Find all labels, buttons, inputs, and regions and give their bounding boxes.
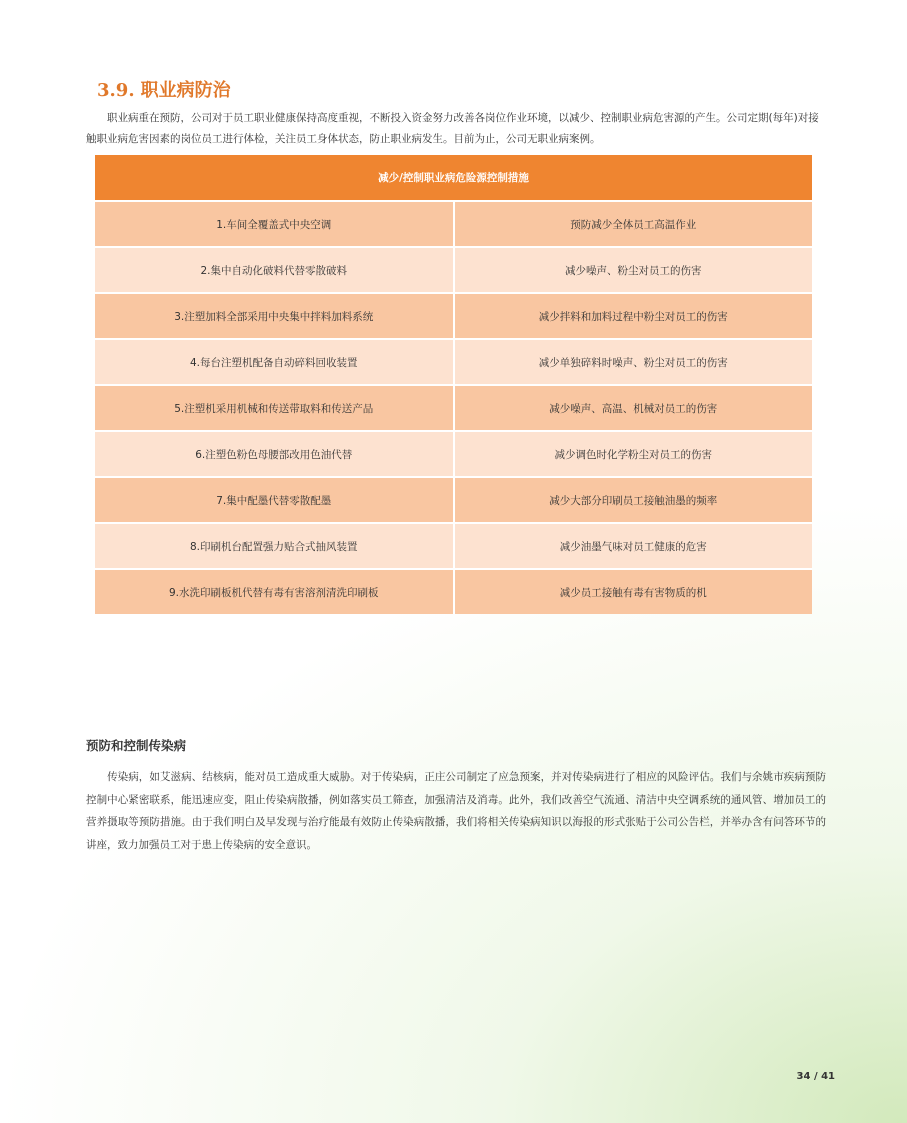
effect-cell: 减少调色时化学粉尘对员工的伤害 bbox=[454, 431, 813, 477]
measure-cell: 3.注塑加料全部采用中央集中拌料加料系统 bbox=[95, 293, 454, 339]
infectious-disease-paragraph bbox=[86, 766, 826, 856]
table-row bbox=[95, 201, 812, 247]
section-number: 3.9. bbox=[97, 80, 135, 101]
effect-cell: 减少拌料和加料过程中粉尘对员工的伤害 bbox=[454, 293, 813, 339]
effect-cell: 减少员工接触有毒有害物质的机 bbox=[454, 569, 813, 614]
table-row bbox=[95, 431, 812, 477]
section-title-text: 职业病防治 bbox=[140, 80, 231, 101]
effect-cell: 减少油墨气味对员工健康的危害 bbox=[454, 523, 813, 569]
measure-cell: 2.集中自动化破料代替零散破料 bbox=[95, 247, 454, 293]
table-row bbox=[95, 569, 812, 614]
effect-cell: 预防减少全体员工高温作业 bbox=[454, 201, 813, 247]
page-number: 34 / 41 bbox=[796, 1071, 835, 1082]
measure-cell: 1.车间全覆盖式中央空调 bbox=[95, 201, 454, 247]
table-header: 减少/控制职业病危险源控制措施 bbox=[95, 155, 812, 201]
table-row bbox=[95, 339, 812, 385]
table-row bbox=[95, 247, 812, 293]
measure-cell: 6.注塑色粉色母腰部改用色油代替 bbox=[95, 431, 454, 477]
intro-paragraph bbox=[86, 108, 826, 150]
hazard-control-table bbox=[95, 155, 812, 614]
table-row bbox=[95, 293, 812, 339]
measure-cell: 4.每台注塑机配备自动碎料回收装置 bbox=[95, 339, 454, 385]
table-header-row bbox=[95, 155, 812, 201]
intro-text: 职业病重在预防，公司对于员工职业健康保持高度重视，不断投入资金努力改善各岗位作业环境，以减少、控制职业病危害源的产生。公司定期(每年)对接触职业病危害因素的岗位员工进行体检，关注员工身体状态，防止职业病发生。目前为止，公司无职业病案例。 bbox=[86, 112, 819, 145]
measure-cell: 9.水洗印刷板机代替有毒有害溶剂清洗印刷板 bbox=[95, 569, 454, 614]
measure-cell: 7.集中配墨代替零散配墨 bbox=[95, 477, 454, 523]
effect-cell: 减少噪声、高温、机械对员工的伤害 bbox=[454, 385, 813, 431]
measure-cell: 5.注塑机采用机械和传送带取料和传送产品 bbox=[95, 385, 454, 431]
effect-cell: 减少大部分印刷员工接触油墨的频率 bbox=[454, 477, 813, 523]
effect-cell: 减少单独碎料时噪声、粉尘对员工的伤害 bbox=[454, 339, 813, 385]
effect-cell: 减少噪声、粉尘对员工的伤害 bbox=[454, 247, 813, 293]
table-row bbox=[95, 385, 812, 431]
infectious-disease-text: 传染病，如艾滋病、结核病，能对员工造成重大威胁。对于传染病，正庄公司制定了应急预案，并对传染病进行了相应的风险评估。我们与余姚市疾病预防控制中心紧密联系，能迅速应变，阻止传染病散播，例如落实员工筛查，加强清洁及消毒。此外，我们改善空气流通、清洁中央空调系统的通风管、增加员工的营养摄取等预防措施。由于我们明白及早发现与治疗能最有效防止传染病散播，我们将相关传染病知识以海报的形式张贴于公司公告栏，并举办含有问答环节的讲座，致力加强员工对于患上传染病的安全意识。 bbox=[86, 771, 826, 851]
table-row bbox=[95, 523, 812, 569]
table-row bbox=[95, 477, 812, 523]
measure-cell: 8.印刷机台配置强力贴合式抽风装置 bbox=[95, 523, 454, 569]
section-title bbox=[97, 76, 231, 102]
infectious-disease-title: 预防和控制传染病 bbox=[86, 738, 187, 753]
